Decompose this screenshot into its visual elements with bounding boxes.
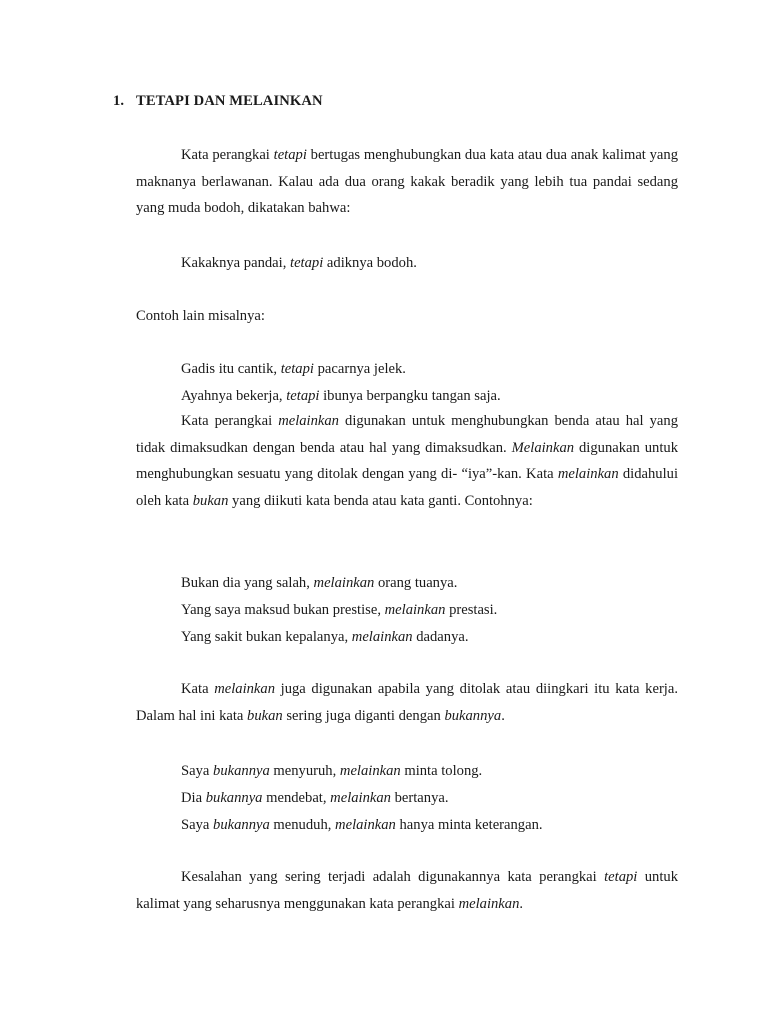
text-run: Dia — [181, 790, 206, 806]
text-run: adiknya bodoh. — [323, 255, 417, 271]
text-run: . — [519, 895, 524, 912]
text-run: Kata — [181, 681, 215, 697]
text-run: minta tolong. — [400, 763, 483, 779]
text-run: . — [501, 707, 505, 724]
text-run: untuk kalimat yang seharusnya menggunakan kata perangkai — [136, 869, 679, 912]
paragraph-melainkan-definition — [136, 408, 678, 514]
text-run: orang tuanya. — [374, 575, 458, 591]
text-run: dadanya. — [412, 629, 469, 645]
italic-term: tetapi — [273, 147, 307, 163]
italic-term: melainkan — [330, 790, 391, 806]
italic-term: melainkan — [278, 413, 339, 429]
section-title: TETAPI DAN MELAINKAN — [136, 93, 323, 109]
paragraph-tetapi-definition — [136, 142, 678, 222]
paragraph-text — [136, 147, 678, 216]
text-run: hanya minta keterangan. — [395, 817, 543, 833]
example-line — [181, 763, 482, 780]
italic-term: bukannya — [213, 817, 270, 833]
paragraph-text — [136, 413, 678, 509]
example-line — [181, 790, 449, 807]
italic-term: bukannya — [213, 763, 270, 779]
text-run: prestasi. — [445, 602, 498, 618]
italic-term: melainkan — [313, 575, 375, 591]
example-line — [181, 361, 406, 378]
example-line — [181, 602, 497, 619]
text-run: pacarnya jelek. — [313, 361, 406, 377]
text-run: digunakan untuk menghubungkan benda atau hal yang tidak dimaksudkan dengan benda atau hal yang dimaksudkan. — [136, 413, 678, 456]
text-run: didahului oleh kata — [136, 466, 678, 509]
text-run: Kata perangkai — [181, 413, 279, 429]
text-run: Yang sakit bukan kepalanya, — [181, 629, 352, 645]
text-run: mendebat, — [262, 790, 331, 806]
example-line — [181, 388, 501, 405]
italic-term: Melainkan — [511, 439, 575, 456]
example-intro — [136, 308, 265, 325]
italic-term: bukan — [247, 707, 283, 724]
text-run: menyuruh, — [269, 763, 340, 779]
text-run: Yang saya maksud bukan prestise, — [181, 602, 385, 618]
italic-term: melainkan — [458, 895, 520, 912]
text-run: digunakan untuk menghubungkan sesuatu yang ditolak dengan yang di- “iya”-kan. Kata — [136, 439, 678, 482]
text-run: yang diikuti kata benda atau kata ganti. Contohnya: — [228, 492, 533, 509]
paragraph-melainkan-verb — [136, 676, 678, 729]
italic-term: tetapi — [280, 361, 314, 377]
italic-term: bukannya — [205, 790, 263, 806]
italic-term: tetapi — [286, 388, 320, 404]
italic-term: melainkan — [214, 681, 275, 697]
text-run: Contoh lain misalnya: — [136, 308, 265, 324]
example-line — [181, 817, 543, 834]
text-run: sering juga diganti dengan — [282, 707, 445, 724]
text-run: Bukan dia yang salah, — [181, 575, 314, 591]
text-run: menuduh, — [269, 817, 336, 833]
italic-term: melainkan — [339, 763, 401, 779]
example-line — [181, 575, 457, 592]
italic-term: tetapi — [290, 255, 324, 271]
paragraph-common-error — [136, 864, 678, 917]
text-run: Ayahnya bekerja, — [181, 388, 287, 404]
text-run: Saya — [181, 817, 214, 833]
text-run: Saya — [181, 763, 214, 779]
text-run: bertanya. — [390, 790, 449, 806]
section-number: 1. — [113, 93, 125, 109]
text-run: bertugas menghubungkan dua kata atau dua anak kalimat yang maknanya berlawanan. Kalau ada dua orang kakak beradik yang lebih tua pandai sedang yang muda bodoh, dikatakan bahwa: — [136, 147, 678, 216]
italic-term: melainkan — [351, 629, 413, 645]
italic-term: melainkan — [557, 466, 619, 482]
italic-term: tetapi — [604, 869, 638, 885]
example-line — [181, 629, 469, 646]
text-run: Gadis itu cantik, — [181, 361, 281, 377]
italic-term: bukan — [192, 492, 229, 509]
paragraph-text — [136, 869, 678, 912]
text-run: Kesalahan yang sering terjadi adalah digunakannya kata perangkai — [181, 869, 605, 885]
example-line — [181, 255, 417, 272]
italic-term: melainkan — [384, 602, 446, 618]
paragraph-text — [136, 681, 678, 724]
text-run: ibunya berpangku tangan saja. — [319, 388, 501, 404]
text-run: Kata perangkai — [181, 147, 274, 163]
text-run: juga digunakan apabila yang ditolak atau diingkari itu kata kerja. Dalam hal ini kata — [136, 681, 678, 724]
section-heading — [113, 93, 323, 110]
italic-term: bukannya — [444, 707, 502, 724]
text-run: Kakaknya pandai, — [181, 255, 291, 271]
italic-term: melainkan — [335, 817, 396, 833]
